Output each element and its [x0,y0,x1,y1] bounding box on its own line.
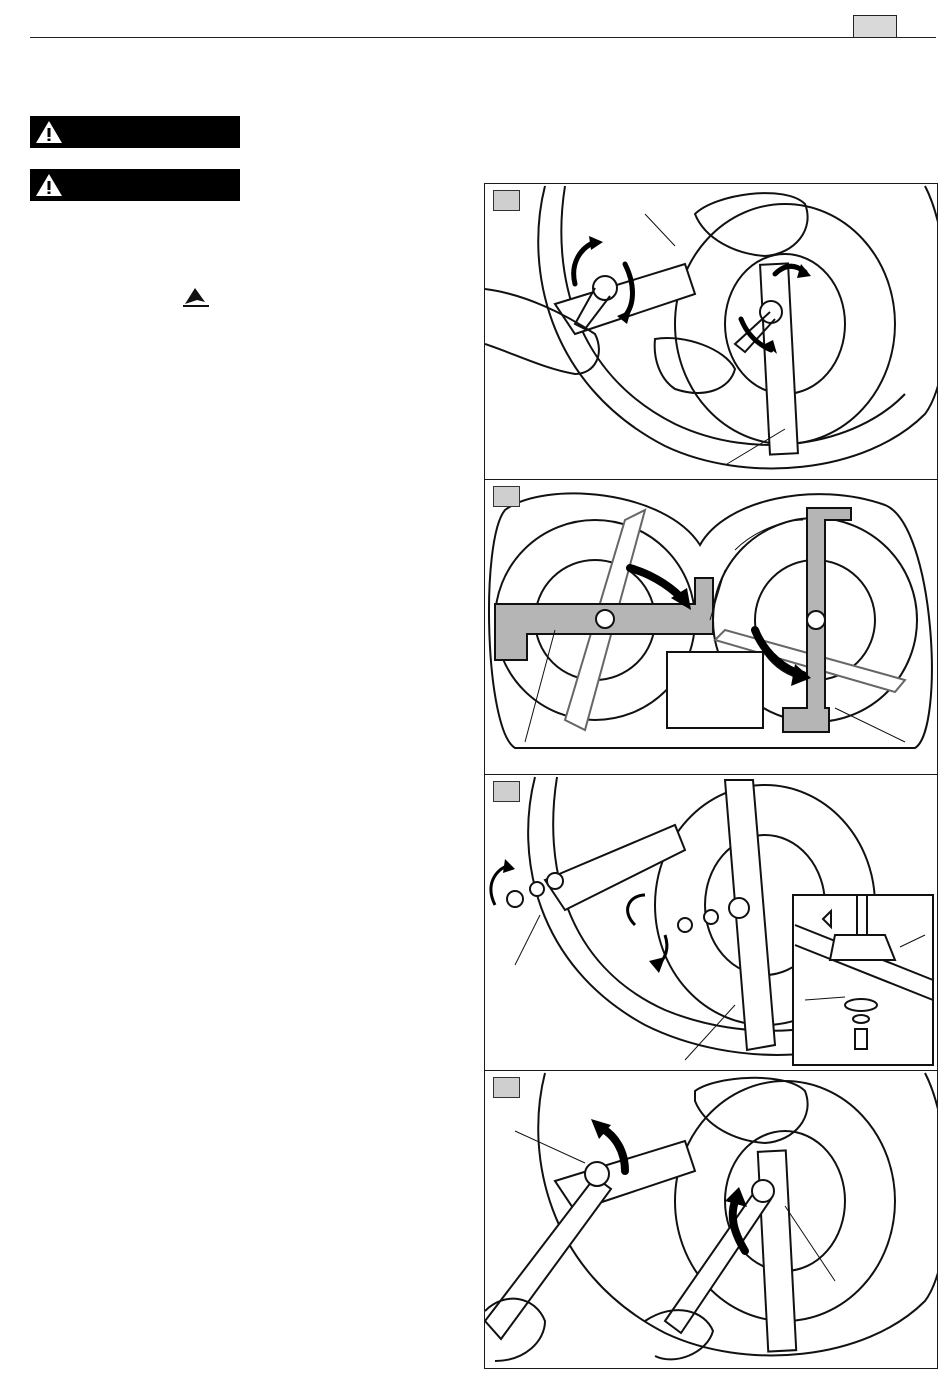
figure-panel-2 [484,479,938,775]
illustration-blade-assembly [485,775,938,1071]
illustration-blade-removal [485,184,938,480]
figure-step-tag [493,486,520,507]
blade-symbol-icon [181,284,211,308]
warning-triangle-icon [34,172,64,198]
illustration-torque-tightening [485,1071,938,1369]
figure-panel-3 [484,774,938,1071]
warning-triangle-icon [34,119,64,145]
illustration-blade-orientation [485,480,938,775]
figure-step-tag [493,1077,520,1098]
figure-panel-4 [484,1070,938,1369]
header-rule [30,37,936,38]
warning-banner-1 [30,116,240,148]
page-number-tab [853,15,897,37]
figure-panel-1 [484,183,938,480]
warning-banner-2 [30,169,240,201]
figure-column [484,183,938,1369]
figure-step-tag [493,781,520,802]
figure-step-tag [493,190,520,211]
